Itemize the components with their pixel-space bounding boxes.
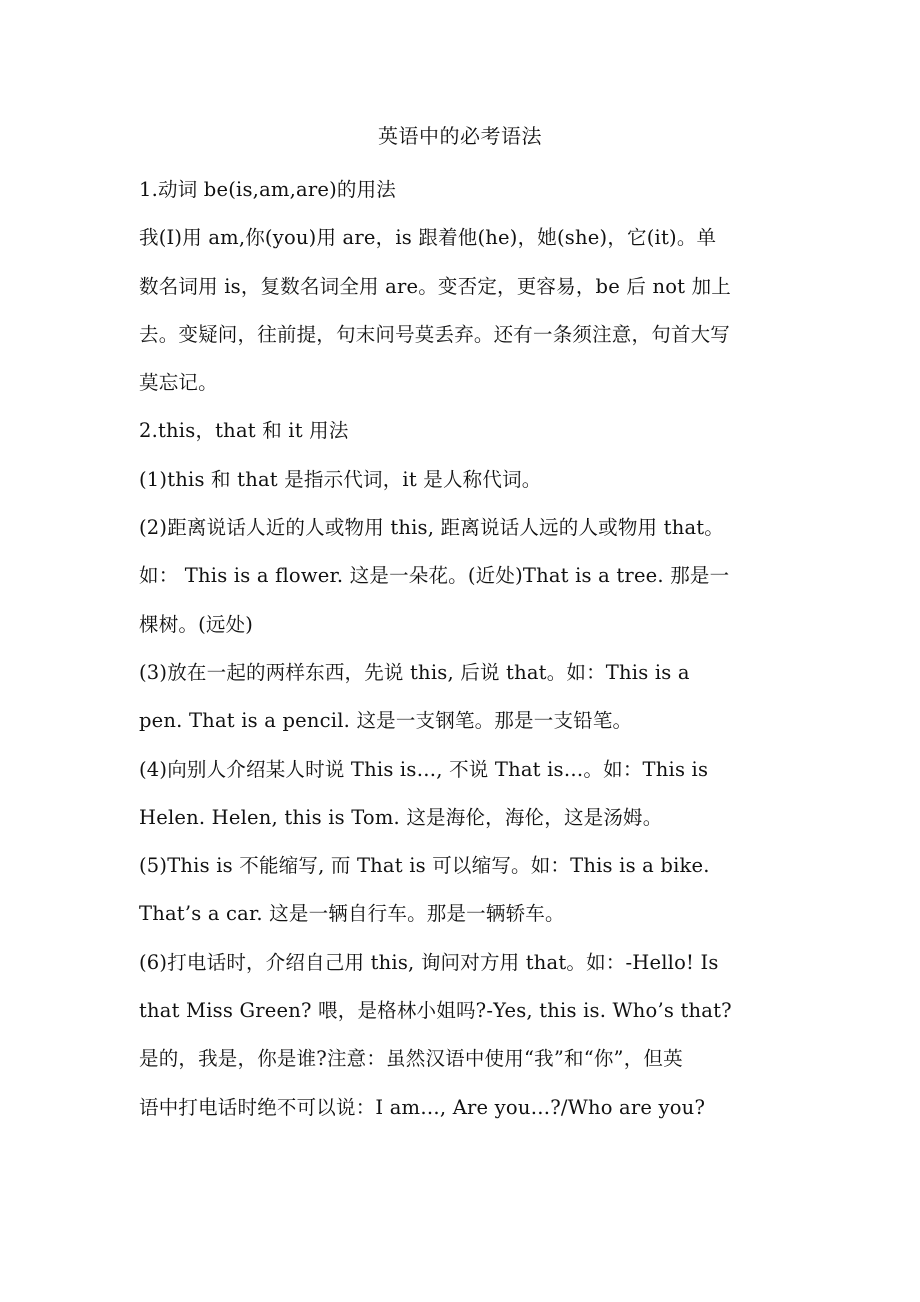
document-title: 英语中的必考语法 (378, 124, 542, 148)
text-line: (3)放在一起的两样东西，先说 this, 后说 that。如：This is a (139, 660, 690, 684)
text-line: 莫忘记。 (139, 371, 218, 395)
text-line: pen. That is a pencil. 这是一支钢笔。那是一支铅笔。 (139, 709, 633, 733)
text-line: that Miss Green? 喂，是格林小姐吗?-Yes, this is. Who’s that? (139, 999, 732, 1023)
text-line: 我(I)用 am,你(you)用 are，is 跟着他(he)，她(she)，它(it)。单 (139, 226, 717, 250)
text-line: 是的，我是，你是谁?注意：虽然汉语中使用“我”和“你”，但英 (139, 1047, 683, 1071)
text-line: 如： This is a flower. 这是一朵花。(近处)That is a tree. 那是一 (139, 564, 730, 588)
text-line: (1)this 和 that 是指示代词，it 是人称代词。 (139, 467, 542, 491)
text-line: 语中打电话时绝不可以说：I am…, Are you…?/Who are you? (139, 1095, 706, 1119)
text-line: (5)This is 不能缩写, 而 That is 可以缩写。如：This is a bike. (139, 854, 710, 878)
text-line: (4)向别人介绍某人时说 This is…, 不说 That is…。如：This is (139, 757, 709, 781)
text-line: (2)距离说话人近的人或物用 this, 距离说话人远的人或物用 that。 (139, 516, 725, 540)
text-line: Helen. Helen, this is Tom. 这是海伦，海伦，这是汤姆。 (139, 805, 663, 829)
text-line: 去。变疑问，往前提，句末问号莫丢弃。还有一条须注意，句首大写 (139, 322, 731, 346)
text-line: 数名词用 is，复数名词全用 are。变否定，更容易，be 后 not 加上 (139, 274, 731, 298)
text-line: (6)打电话时，介绍自己用 this, 询问对方用 that。如：-Hello! Is (139, 950, 719, 974)
document-body (139, 166, 789, 1132)
text-line: 2.this，that 和 it 用法 (139, 419, 349, 443)
text-line: 棵树。(远处) (139, 612, 254, 636)
text-line: That’s a car. 这是一辆自行车。那是一辆轿车。 (139, 902, 565, 926)
text-line: 1.动词 be(is,am,are)的用法 (139, 178, 396, 201)
